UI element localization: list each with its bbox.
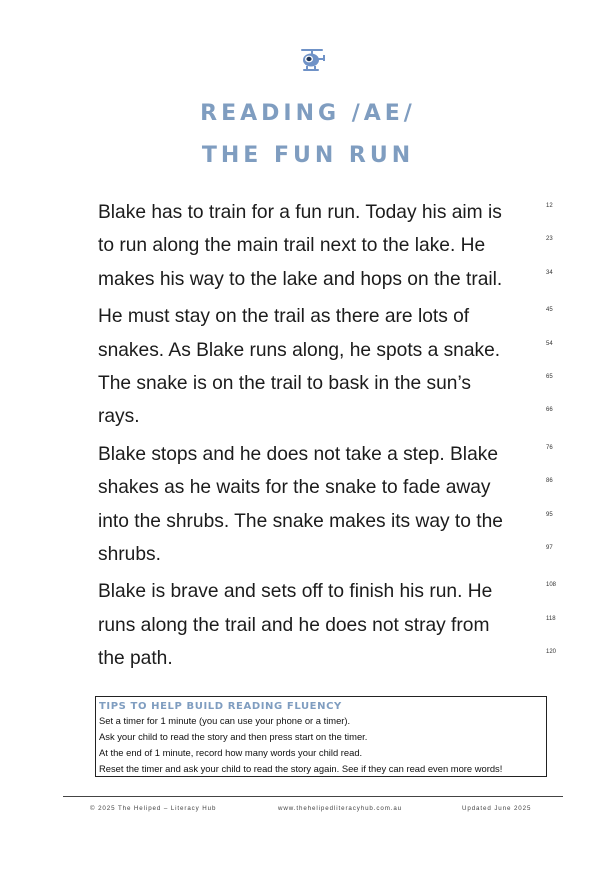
story-line [98, 229, 558, 262]
story-line [98, 505, 558, 538]
story-line [98, 642, 558, 675]
helicopter-icon [298, 47, 326, 73]
story-line-text: into the shrubs. The snake makes its way to the [98, 510, 503, 532]
footer-divider [63, 796, 563, 797]
story-text [98, 196, 558, 679]
story-line [98, 196, 558, 229]
word-count: 54 [546, 340, 553, 347]
story-line [98, 400, 558, 433]
story-line-text: Blake stops and he does not take a step. Blake [98, 443, 499, 465]
story-line-text: to run along the main trail next to the lake. He [98, 235, 486, 257]
word-count: 12 [546, 203, 553, 209]
word-count: 23 [546, 236, 553, 243]
story-paragraph [98, 575, 558, 675]
story-line-text: The snake is on the trail to bask in the sun’s [98, 372, 471, 394]
story-line [98, 471, 558, 504]
word-count: 97 [546, 544, 553, 551]
footer-updated-date: Updated June 2025 [462, 805, 532, 812]
word-count: 76 [546, 444, 553, 451]
tip-item: Set a timer for 1 minute (you can use your phone or a timer). [99, 715, 351, 726]
word-count: 118 [546, 615, 556, 622]
story-line-text: makes his way to the lake and hops on the trail. [98, 268, 503, 290]
story-line [98, 300, 558, 333]
tip-item: Ask your child to read the story and then press start on the timer. [99, 731, 368, 742]
story-line-text: shrubs. [98, 543, 161, 565]
word-count: 120 [546, 649, 557, 656]
story-paragraph [98, 300, 558, 434]
story-line [98, 575, 558, 608]
footer-website-link[interactable]: www.thehelipedliteracyhub.com.au [278, 805, 403, 812]
story-paragraph [98, 196, 558, 296]
word-count: 108 [546, 582, 557, 589]
story-line [98, 438, 558, 471]
story-line-text: Blake has to train for a fun run. Today his aim is [98, 202, 502, 223]
word-count: 34 [546, 269, 553, 276]
fluency-tips-box [95, 696, 547, 777]
word-count: 65 [546, 373, 553, 380]
tip-item: At the end of 1 minute, record how many words your child read. [99, 747, 363, 758]
story-line [98, 367, 558, 400]
page-title: READING /AE/ [200, 101, 416, 126]
story-line-text: shakes as he waits for the snake to fade away [98, 477, 491, 499]
story-line [98, 334, 558, 367]
story-title: THE FUN RUN [201, 143, 415, 168]
word-count: 86 [546, 478, 553, 485]
tips-title: TIPS TO HELP BUILD READING FLUENCY [99, 701, 342, 712]
word-count: 66 [546, 407, 553, 414]
tip-item: Reset the timer and ask your child to read the story again. See if they can read even more words! [99, 763, 503, 774]
story-line-text: runs along the trail and he does not stray from [98, 614, 490, 636]
story-line-text: He must stay on the trail as there are lots of [98, 306, 470, 328]
word-count: 45 [546, 307, 553, 314]
story-paragraph [98, 438, 558, 572]
story-line [98, 609, 558, 642]
story-line-text: snakes. As Blake runs along, he spots a snake. [98, 339, 501, 361]
story-line-text: Blake is brave and sets off to finish his run. He [98, 581, 493, 603]
story-line-text: the path. [98, 648, 173, 670]
story-line [98, 538, 558, 571]
footer-copyright: © 2025 The Heliped – Literacy Hub [90, 805, 217, 812]
story-line-text: rays. [98, 406, 140, 428]
word-count: 95 [546, 511, 553, 518]
story-line [98, 263, 558, 296]
